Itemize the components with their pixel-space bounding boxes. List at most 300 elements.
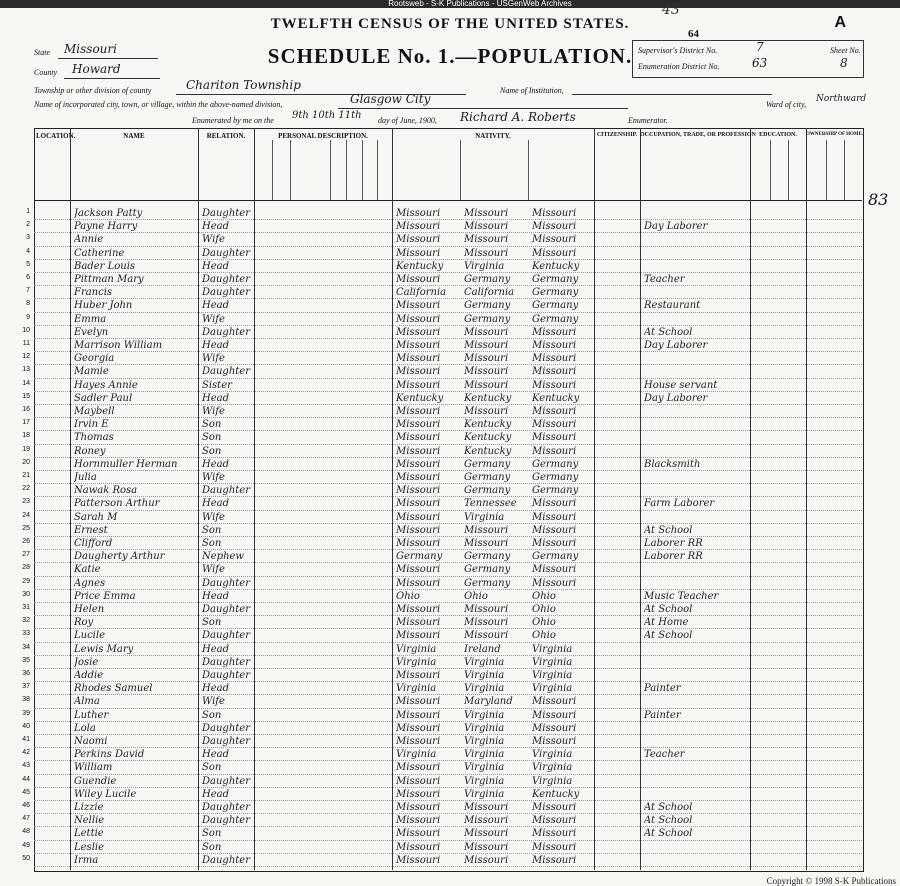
row-rule: [34, 312, 862, 313]
sheet-value: 8: [840, 56, 848, 70]
row-number: 6: [26, 274, 30, 281]
header-personal: PERSONAL DESCRIPTION.: [278, 132, 368, 140]
mother-birthplace: Missouri: [532, 234, 577, 246]
birthplace: Missouri: [396, 366, 441, 378]
occupation: Day Laborer: [644, 340, 708, 351]
row-rule: [34, 298, 862, 299]
occupation: Restaurant: [644, 300, 701, 312]
archive-banner: Rootsweb - S-K Publications - USGenWeb Archives: [388, 0, 572, 8]
birthplace: Missouri: [396, 458, 441, 470]
person-name: Alma: [74, 696, 100, 708]
birthplace: Missouri: [396, 313, 441, 325]
mother-birthplace: Missouri: [532, 722, 577, 734]
person-name: Roney: [74, 445, 106, 457]
birthplace: Missouri: [396, 538, 441, 549]
relation: Sister: [202, 379, 232, 391]
mother-birthplace: Missouri: [532, 419, 577, 431]
enumerated-label: Enumerated by me on the: [192, 116, 274, 125]
hdr-sub-divider: [290, 140, 291, 200]
row-number: 48: [22, 828, 30, 836]
row-number: 45: [22, 788, 30, 796]
birthplace: Missouri: [396, 485, 441, 497]
father-birthplace: California: [464, 287, 515, 299]
relation: Daughter: [202, 208, 250, 219]
father-birthplace: Virginia: [464, 260, 505, 272]
mother-birthplace: Missouri: [532, 564, 577, 576]
occupation: Day Laborer: [644, 221, 708, 233]
person-name: Guendie: [74, 775, 117, 787]
father-birthplace: Missouri: [464, 802, 509, 813]
relation: Son: [202, 617, 222, 629]
row-rule: [34, 219, 862, 220]
birthplace: Virginia: [396, 643, 437, 655]
person-name: Payne Harry: [74, 221, 138, 233]
row-number: 46: [22, 802, 30, 809]
person-name: Irma: [74, 854, 99, 866]
father-birthplace: Virginia: [464, 736, 505, 747]
row-number: 20: [22, 458, 30, 466]
person-name: Sarah M: [74, 511, 118, 523]
row-number: 37: [22, 683, 30, 691]
relation: Son: [202, 432, 222, 444]
row-number: 30: [22, 590, 30, 598]
relation: Head: [202, 590, 230, 602]
father-birthplace: Missouri: [464, 326, 509, 338]
birthplace: Missouri: [396, 524, 441, 536]
col-divider-relation: [254, 128, 255, 870]
row-number: 36: [22, 670, 30, 677]
relation: Head: [202, 498, 230, 510]
person-name: Naomi: [74, 736, 108, 747]
father-birthplace: Missouri: [464, 379, 509, 391]
mother-birthplace: Missouri: [532, 577, 577, 589]
father-birthplace: Missouri: [464, 208, 509, 219]
row-rule: [34, 866, 862, 867]
person-name: Lizzie: [74, 802, 104, 813]
father-birthplace: Tennessee: [464, 498, 517, 510]
supervisor-label: Supervisor's District No.: [638, 46, 718, 55]
person-name: Julia: [74, 472, 97, 483]
relation: Head: [202, 221, 230, 233]
birthplace: Missouri: [396, 419, 441, 431]
relation: Wife: [202, 696, 225, 708]
mother-birthplace: Missouri: [532, 524, 577, 536]
person-name: Patterson Arthur: [74, 498, 160, 510]
birthplace: Missouri: [396, 300, 441, 312]
institution-line: [572, 94, 772, 95]
row-number: 17: [22, 419, 30, 427]
person-name: Agnes: [74, 577, 106, 589]
row-number: 31: [22, 604, 30, 611]
relation: Daughter: [202, 274, 250, 285]
relation: Wife: [202, 564, 225, 576]
relation: Son: [202, 709, 222, 721]
row-rule: [34, 549, 862, 550]
enumeration-day: 9th 10th 11th: [292, 110, 362, 121]
relation: Daughter: [202, 247, 250, 259]
person-name: Mamie: [74, 366, 109, 378]
row-number: 26: [22, 538, 30, 545]
row-number: 19: [22, 445, 30, 453]
mother-birthplace: Virginia: [532, 762, 573, 774]
col-divider-education: [806, 128, 807, 870]
person-name: Price Emma: [74, 590, 136, 602]
relation: Daughter: [202, 722, 250, 734]
row-rule: [34, 721, 862, 722]
birthplace: Missouri: [396, 630, 441, 642]
mother-birthplace: Ohio: [532, 604, 556, 615]
header-citizenship: CITIZENSHIP.: [596, 132, 638, 138]
person-name: Daugherty Arthur: [74, 551, 165, 563]
row-rule: [34, 602, 862, 603]
census-title: TWELFTH CENSUS OF THE UNITED STATES.: [270, 16, 630, 32]
row-rule: [34, 351, 862, 352]
row-number: 13: [22, 366, 30, 374]
occupation: At School: [644, 828, 693, 840]
row-rule: [34, 470, 862, 471]
birthplace: Missouri: [396, 802, 441, 813]
relation: Son: [202, 828, 222, 840]
relation: Daughter: [202, 577, 250, 589]
father-birthplace: Ireland: [464, 643, 501, 655]
mother-birthplace: Virginia: [532, 656, 573, 668]
row-rule: [34, 589, 862, 590]
person-name: Hornmuller Herman: [74, 458, 178, 470]
father-birthplace: Missouri: [464, 630, 509, 642]
person-name: Jackson Patty: [74, 208, 143, 219]
person-name: Roy: [74, 617, 94, 629]
mother-birthplace: Missouri: [532, 326, 577, 338]
row-number: 22: [22, 485, 30, 493]
father-birthplace: Virginia: [464, 762, 505, 774]
person-name: Marrison William: [74, 340, 163, 351]
row-number: 2: [26, 221, 30, 229]
person-name: Emma: [74, 313, 107, 325]
row-rule: [34, 840, 862, 841]
relation: Daughter: [202, 775, 250, 787]
row-number: 11: [22, 340, 30, 347]
county-label: County: [34, 68, 58, 77]
relation: Head: [202, 749, 230, 761]
father-birthplace: Virginia: [464, 670, 505, 681]
relation: Daughter: [202, 287, 250, 299]
row-rule: [34, 523, 862, 524]
birthplace: Missouri: [396, 577, 441, 589]
relation: Wife: [202, 234, 225, 246]
row-number: 49: [22, 841, 30, 849]
father-birthplace: Missouri: [464, 406, 509, 417]
father-birthplace: Virginia: [464, 749, 505, 761]
supervisor-value: 7: [756, 40, 764, 54]
row-number: 47: [22, 815, 30, 823]
father-birthplace: Missouri: [464, 617, 509, 629]
relation: Nephew: [202, 551, 244, 563]
mother-birthplace: Missouri: [532, 802, 577, 813]
ward-label: Ward of city,: [766, 100, 807, 109]
relation: Daughter: [202, 815, 250, 827]
row-number: 18: [22, 432, 30, 440]
father-birthplace: Germany: [464, 472, 511, 483]
birthplace: Missouri: [396, 736, 441, 747]
header-education: EDUCATION.: [759, 132, 797, 138]
birthplace: Missouri: [396, 221, 441, 233]
father-birthplace: Missouri: [464, 828, 509, 840]
person-name: Katie: [74, 564, 101, 576]
person-name: Annie: [74, 234, 104, 246]
sheet-label: Sheet No.: [830, 46, 861, 55]
father-birthplace: Missouri: [464, 538, 509, 549]
birthplace: Missouri: [396, 274, 441, 285]
birthplace: Missouri: [396, 326, 441, 338]
row-rule: [34, 576, 862, 577]
relation: Daughter: [202, 326, 250, 338]
person-name: William: [74, 762, 113, 774]
birthplace: Missouri: [396, 234, 441, 246]
relation: Son: [202, 524, 222, 536]
row-number: 43: [22, 762, 30, 770]
occupation: At School: [644, 326, 693, 338]
birthplace: Missouri: [396, 379, 441, 391]
header-occupation: OCCUPATION, TRADE, OR PROFESSION: [640, 132, 756, 138]
header-nativity: NATIVITY.: [475, 132, 511, 140]
row-rule: [34, 826, 862, 827]
row-number: 12: [22, 353, 30, 361]
father-birthplace: Missouri: [464, 340, 509, 351]
township-value: Chariton Township: [186, 78, 301, 92]
mother-birthplace: Missouri: [532, 340, 577, 351]
mother-birthplace: Ohio: [532, 617, 556, 629]
relation: Daughter: [202, 802, 250, 813]
row-rule: [34, 457, 862, 458]
relation: Wife: [202, 353, 225, 365]
father-birthplace: Missouri: [464, 234, 509, 246]
person-name: Addie: [74, 670, 104, 681]
mother-birthplace: Missouri: [532, 445, 577, 457]
person-name: Josie: [74, 656, 99, 668]
father-birthplace: Kentucky: [464, 419, 512, 431]
header-ownership: OWNERSHIP OF HOME.: [806, 132, 864, 137]
occupation: Day Laborer: [644, 392, 708, 404]
relation: Head: [202, 458, 230, 470]
row-number: 28: [22, 564, 30, 572]
occupation: At Home: [644, 617, 689, 629]
relation: Daughter: [202, 366, 250, 378]
father-birthplace: Virginia: [464, 656, 505, 668]
row-rule: [34, 628, 862, 629]
father-birthplace: Germany: [464, 300, 511, 312]
birthplace: Missouri: [396, 696, 441, 708]
birthplace: Missouri: [396, 722, 441, 734]
person-name: Clifford: [74, 538, 113, 549]
row-rule: [34, 615, 862, 616]
person-name: Maybell: [74, 406, 115, 417]
father-birthplace: Germany: [464, 564, 511, 576]
row-number: 16: [22, 406, 30, 413]
person-name: Rhodes Samuel: [74, 683, 153, 695]
mother-birthplace: Germany: [532, 551, 579, 563]
col-divider-nativity: [594, 128, 595, 870]
birthplace: Missouri: [396, 247, 441, 259]
birthplace: Missouri: [396, 670, 441, 681]
father-birthplace: Virginia: [464, 511, 505, 523]
person-name: Nawak Rosa: [74, 485, 138, 497]
father-birthplace: Ohio: [464, 590, 488, 602]
county-line: [64, 78, 160, 79]
row-number: 32: [22, 617, 30, 625]
person-name: Catherine: [74, 247, 125, 259]
row-rule: [34, 430, 862, 431]
mother-birthplace: Missouri: [532, 736, 577, 747]
row-number: 7: [26, 287, 30, 295]
occupation: At School: [644, 630, 693, 642]
person-name: Leslie: [74, 841, 105, 853]
mother-birthplace: Missouri: [532, 538, 577, 549]
occupation: Blacksmith: [644, 458, 701, 470]
birthplace: Kentucky: [396, 392, 444, 404]
person-name: Hayes Annie: [74, 379, 138, 391]
row-number: 23: [22, 498, 30, 506]
father-birthplace: Missouri: [464, 841, 509, 853]
father-birthplace: Germany: [464, 577, 511, 589]
mother-birthplace: Missouri: [532, 366, 577, 378]
state-value: Missouri: [64, 42, 117, 56]
occupation: Teacher: [644, 749, 685, 761]
mother-birthplace: Kentucky: [532, 392, 580, 404]
col-divider-personal: [392, 128, 393, 870]
birthplace: Missouri: [396, 604, 441, 615]
father-birthplace: Germany: [464, 458, 511, 470]
col-divider-location: [70, 128, 71, 870]
mother-birthplace: Virginia: [532, 670, 573, 681]
mother-birthplace: Missouri: [532, 379, 577, 391]
col-divider-citizenship: [640, 128, 641, 870]
birthplace: Missouri: [396, 498, 441, 510]
relation: Son: [202, 841, 222, 853]
father-birthplace: Missouri: [464, 815, 509, 827]
incorporated-label: Name of incorporated city, town, or village, within the above-named division,: [34, 100, 283, 109]
person-name: Lewis Mary: [74, 643, 134, 655]
mother-birthplace: Ohio: [532, 630, 556, 642]
person-name: Helen: [74, 604, 105, 615]
father-birthplace: Maryland: [464, 696, 513, 708]
hdr-sub-divider: [826, 140, 827, 200]
row-number: 15: [22, 392, 30, 400]
father-birthplace: Virginia: [464, 709, 505, 721]
corner-letter: A: [834, 14, 846, 31]
father-birthplace: Germany: [464, 313, 511, 325]
mother-birthplace: Germany: [532, 458, 579, 470]
birthplace: Ohio: [396, 590, 420, 602]
father-birthplace: Missouri: [464, 854, 509, 866]
relation: Son: [202, 538, 222, 549]
enumeration-value: 63: [752, 56, 768, 70]
father-birthplace: Missouri: [464, 221, 509, 233]
row-rule: [34, 325, 862, 326]
person-name: Thomas: [74, 432, 114, 444]
birthplace: Missouri: [396, 617, 441, 629]
row-rule: [34, 813, 862, 814]
row-rule: [34, 668, 862, 669]
relation: Son: [202, 762, 222, 774]
hdr-sub-divider: [330, 140, 331, 200]
occupation: Laborer RR: [644, 551, 703, 563]
relation: Daughter: [202, 630, 250, 642]
relation: Daughter: [202, 854, 250, 866]
relation: Head: [202, 392, 230, 404]
birthplace: Missouri: [396, 815, 441, 827]
row-rule: [34, 444, 862, 445]
col-divider-name: [198, 128, 199, 870]
row-number: 25: [22, 524, 30, 532]
occupation: Painter: [644, 683, 681, 695]
row-number: 10: [22, 326, 30, 334]
row-rule: [34, 747, 862, 748]
row-number: 8: [26, 300, 30, 308]
header-name: NAME: [123, 132, 145, 140]
birthplace: Missouri: [396, 511, 441, 523]
row-rule: [34, 642, 862, 643]
row-number: 14: [22, 379, 30, 387]
mother-birthplace: Germany: [532, 485, 579, 497]
father-birthplace: Virginia: [464, 683, 505, 695]
relation: Daughter: [202, 656, 250, 668]
enumerator-name: Richard A. Roberts: [460, 110, 576, 124]
row-rule: [34, 760, 862, 761]
occupation: Painter: [644, 709, 681, 721]
relation: Wife: [202, 511, 225, 523]
relation: Wife: [202, 313, 225, 325]
person-name: Lola: [74, 722, 96, 734]
birthplace: Missouri: [396, 788, 441, 800]
birthplace: Missouri: [396, 472, 441, 483]
person-name: Bader Louis: [74, 260, 136, 272]
sheet-page-number: 64: [688, 28, 699, 40]
mother-birthplace: Missouri: [532, 854, 577, 866]
mother-birthplace: Virginia: [532, 775, 573, 787]
mother-birthplace: Kentucky: [532, 788, 580, 800]
row-number: 24: [22, 511, 30, 519]
row-rule: [34, 364, 862, 365]
father-birthplace: Missouri: [464, 247, 509, 259]
relation: Wife: [202, 472, 225, 483]
father-birthplace: Virginia: [464, 722, 505, 734]
father-birthplace: Missouri: [464, 366, 509, 378]
row-number: 38: [22, 696, 30, 704]
relation: Daughter: [202, 736, 250, 747]
mother-birthplace: Missouri: [532, 696, 577, 708]
relation: Head: [202, 300, 230, 312]
father-birthplace: Kentucky: [464, 392, 512, 404]
mother-birthplace: Missouri: [532, 828, 577, 840]
birthplace: Missouri: [396, 828, 441, 840]
relation: Son: [202, 445, 222, 457]
relation: Head: [202, 643, 230, 655]
side-number: 83: [868, 190, 889, 209]
row-rule: [34, 510, 862, 511]
mother-birthplace: Missouri: [532, 406, 577, 417]
father-birthplace: Germany: [464, 485, 511, 497]
enumerator-label: Enumerator.: [628, 116, 668, 125]
row-rule: [34, 246, 862, 247]
person-name: Huber John: [74, 300, 133, 312]
birthplace: Missouri: [396, 762, 441, 774]
hdr-sub-divider: [770, 140, 771, 200]
incorporated-value: Glasgow City: [350, 92, 431, 106]
row-rule: [34, 694, 862, 695]
row-rule: [34, 853, 862, 854]
row-rule: [34, 774, 862, 775]
row-rule: [34, 708, 862, 709]
